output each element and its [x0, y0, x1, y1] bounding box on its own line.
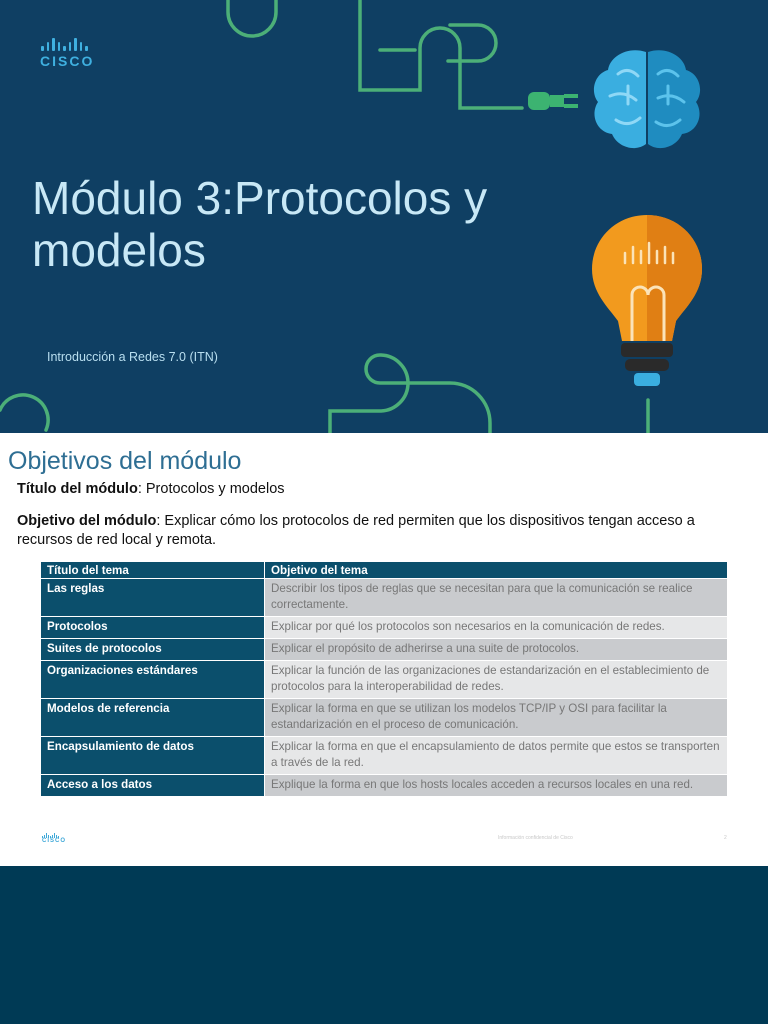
- topic-name: Encapsulamiento de datos: [41, 737, 265, 775]
- topic-name: Modelos de referencia: [41, 699, 265, 737]
- cisco-bars-icon: [41, 33, 110, 51]
- topic-objective: Explicar la función de las organizaciones de estandarización en el establecimiento de protocolos para la interoperabilidad de redes.: [265, 661, 728, 699]
- module-title-value: : Protocolos y modelos: [137, 481, 285, 497]
- table-row: [41, 661, 728, 699]
- title-slide: [0, 0, 768, 433]
- cisco-wordmark: CISCO: [40, 53, 95, 69]
- topic-objective: Explicar por qué los protocolos son necesarios en la comunicación de redes.: [265, 617, 728, 639]
- plug-icon: [528, 86, 584, 116]
- cisco-logo: [40, 33, 110, 69]
- topic-name: Organizaciones estándares: [41, 661, 265, 699]
- table-header-row: [41, 562, 728, 579]
- topic-objective: Explique la forma en que los hosts locales acceden a recursos locales en una red.: [265, 775, 728, 797]
- topic-name: Protocolos: [41, 617, 265, 639]
- module-title-line: [17, 480, 285, 499]
- table-row: [41, 617, 728, 639]
- next-slide-area: [0, 866, 768, 1024]
- topic-objective: Explicar el propósito de adherirse a una suite de protocolos.: [265, 639, 728, 661]
- table-row: [41, 639, 728, 661]
- slide-title: Módulo 3:Protocolos y modelos: [32, 172, 488, 276]
- slide-subtitle: Introducción a Redes 7.0 (ITN): [47, 350, 218, 364]
- topic-objective: Explicar la forma en que se utilizan los modelos TCP/IP y OSI para facilitar la estandarización en el proceso de comunicación.: [265, 699, 728, 737]
- footer-page-number: 2: [724, 835, 727, 841]
- objectives-slide: [0, 433, 768, 866]
- footer-cisco-wordmark: CISCO: [42, 838, 67, 844]
- table-row: [41, 579, 728, 617]
- header-topic-title: Título del tema: [41, 562, 265, 579]
- topics-table: [40, 561, 728, 797]
- topic-name: Las reglas: [41, 579, 265, 617]
- footer-confidential: Información confidencial de Cisco: [498, 835, 573, 841]
- table-row: [41, 699, 728, 737]
- topic-name: Acceso a los datos: [41, 775, 265, 797]
- brain-icon: [588, 44, 706, 156]
- module-objective-line: [17, 512, 717, 550]
- topic-objective: Describir los tipos de reglas que se necesitan para que la comunicación se realice correctamente.: [265, 579, 728, 617]
- topic-name: Suites de protocolos: [41, 639, 265, 661]
- footer-cisco-logo: [42, 833, 72, 844]
- module-objective-label: Objetivo del módulo: [17, 513, 157, 529]
- table-row: [41, 775, 728, 797]
- objectives-heading: Objetivos del módulo: [8, 447, 242, 475]
- topic-objective: Explicar la forma en que el encapsulamiento de datos permite que estos se transporten a través de la red.: [265, 737, 728, 775]
- header-topic-objective: Objetivo del tema: [265, 562, 728, 579]
- lightbulb-icon: [588, 213, 706, 391]
- module-title-label: Título del módulo: [17, 481, 138, 497]
- table-row: [41, 737, 728, 775]
- module-objective-value: : Explicar cómo los protocolos de red permiten que los dispositivos tengan acceso a recursos de red local y remota.: [17, 513, 695, 548]
